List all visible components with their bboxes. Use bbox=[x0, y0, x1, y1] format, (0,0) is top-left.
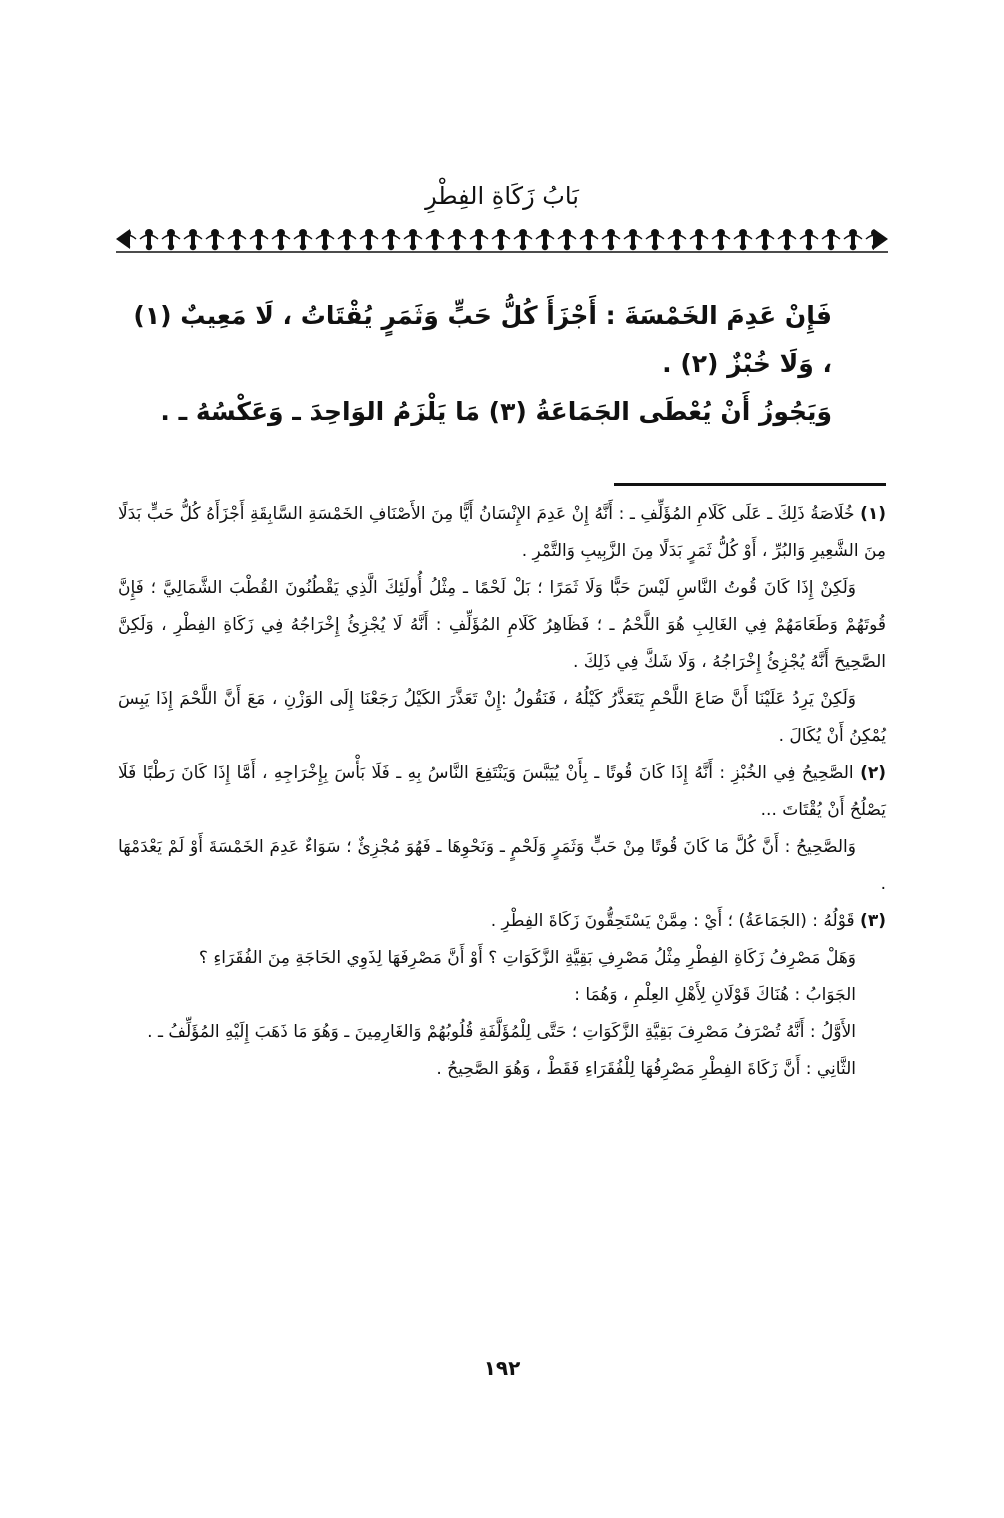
footnote-text: خُلَاصَةُ ذَلِكَ ـ عَلَى كَلَامِ المُؤَلِّفِ ـ : أَنَّهُ إِنْ عَدِمَ الإِنْسَانُ أَيًّا مِنَ الأَصْنَافِ الخَمْسَةِ السَّابِقَةِ أَجْزَأَهُ كُلُّ حَبٍّ بَدَلًا مِنَ الشَّعِيرِ وَالبُرِّ ، أَوْ كُلُّ ثَمَرٍ بَدَلًا مِنَ الزَّبِيبِ وَالتَّمْرِ . bbox=[118, 504, 886, 561]
footnote-paragraph bbox=[118, 496, 886, 570]
footnote-paragraph bbox=[118, 977, 886, 1014]
footnote-text: الجَوَابُ : هُنَاكَ قَوْلَانِ لِأَهْلِ العِلْمِ ، وَهُمَا : bbox=[574, 985, 856, 1005]
footnote-paragraph bbox=[118, 755, 886, 829]
footnote-text: الثَّانِي : أَنَّ زَكَاةَ الفِطْرِ مَصْرِفُهَا لِلْفُقَرَاءِ فَقَطْ ، وَهُوَ الصَّحِيحُ . bbox=[436, 1059, 856, 1079]
page-number: ١٩٢ bbox=[483, 1356, 521, 1380]
footnote-text: وَلَكِنْ إِذَا كَانَ قُوتُ النَّاسِ لَيْسَ حَبًّا وَلَا ثَمَرًا ؛ بَلْ لَحْمًا ـ مِثْلُ أُولَئِكَ الَّذِي يَقْطُنُونَ القُطْبَ الشَّمَالِيَّ ؛ فَإِنَّ قُوتَهُمْ وَطَعَامَهُمْ فِي الغَالِبِ هُوَ اللَّحْمُ ـ ؛ فَظَاهِرُ كَلَامِ المُؤَلِّفِ : أَنَّهُ لَا يُجْزِئُ إِخْرَاجُهُ فِي زَكَاةِ الفِطْرِ ، وَلَكِنَّ الصَّحِيحَ أَنَّهُ يُجْزِئُ إِخْرَاجُهُ ، وَلَا شَكَّ فِي ذَلِكَ . bbox=[118, 578, 886, 672]
footnote-paragraph bbox=[118, 940, 886, 977]
footnote-mark: (٣) bbox=[860, 911, 886, 931]
main-line: وَيَجُوزُ أَنْ يُعْطَى الجَمَاعَةُ (٣) مَا يَلْزَمُ الوَاحِدَ ـ وَعَكْسُهُ ـ . bbox=[160, 397, 832, 426]
footnote-text: وَالصَّحِيحُ : أَنَّ كُلَّ مَا كَانَ قُوتًا مِنْ حَبٍّ وَثَمَرٍ وَلَحْمٍ ـ وَنَحْوِهَا ـ فَهُوَ مُجْزِئٌ ؛ سَوَاءٌ عَدِمَ الخَمْسَةَ أَوْ لَمْ يَعْدَمْهَا . bbox=[118, 837, 886, 894]
footnote-separator bbox=[614, 483, 886, 486]
footnote-mark: (١) bbox=[860, 504, 887, 524]
footnotes bbox=[118, 496, 886, 1088]
main-text bbox=[120, 292, 884, 436]
footnote-text: الصَّحِيحُ فِي الخُبْزِ : أَنَّهُ إِذَا كَانَ قُوتًا ـ بِأَنْ يُيَبَّسَ وَيَنْتَفِعَ النَّاسُ بِهِ ـ فَلَا بَأْسَ بِإِخْرَاجِهِ ، أَمَّا إِذَا كَانَ رَطْبًا فَلَا يَصْلُحُ أَنْ يُقْتَاتَ ... bbox=[118, 763, 886, 820]
footnote-paragraph bbox=[118, 1051, 886, 1088]
main-line: فَإِنْ عَدِمَ الخَمْسَةَ : أَجْزَأَ كُلُّ حَبٍّ وَثَمَرٍ يُقْتَاتُ ، لَا مَعِيبٌ (١) ، وَلَا خُبْزٌ (٢) . bbox=[133, 301, 832, 378]
footnote-text: قَوْلُهُ : (الجَمَاعَةُ) ؛ أَيْ : مِمَّنْ يَسْتَحِقُّونَ زَكَاةَ الفِطْرِ . bbox=[490, 911, 855, 931]
footnote-paragraph bbox=[118, 829, 886, 903]
footnote-text: وَلَكِنْ يَرِدُ عَلَيْنَا أَنَّ صَاعَ اللَّحْمِ يَتَعَذَّرُ كَيْلُهُ ، فَنَقُولُ :إِنْ تَعَذَّرَ الكَيْلُ رَجَعْنَا إِلَى الوَزْنِ ، مَعَ أَنَّ اللَّحْمَ إِذَا يَبِسَ يُمْكِنُ أَنْ يُكَالَ . bbox=[118, 689, 886, 746]
footnote-text: وَهَلْ مَصْرِفُ زَكَاةِ الفِطْرِ مِثْلُ مَصْرِفِ بَقِيَّةِ الزَّكَوَاتِ ؟ أَوْ أَنَّ مَصْرِفَهَا لِذَوِي الحَاجَةِ مِنَ الفُقَرَاءِ ؟ bbox=[198, 948, 856, 968]
footnote-paragraph bbox=[118, 681, 886, 755]
footnote-paragraph bbox=[118, 1014, 886, 1051]
footnote-paragraph bbox=[118, 570, 886, 681]
footnote-text: الأَوَّلُ : أَنَّهُ تُصْرَفُ مَصْرِفَ بَقِيَّةِ الزَّكَوَاتِ ؛ حَتَّى لِلْمُؤَلَّفَةِ قُلُوبُهُمْ وَالغَارِمِينَ ـ وَهُوَ مَا ذَهَبَ إِلَيْهِ المُؤَلِّفُ ـ . bbox=[147, 1022, 856, 1042]
decorative-border-ornament bbox=[116, 225, 888, 253]
chapter-title: بَابُ زَكَاةِ الفِطْرِ bbox=[425, 182, 579, 210]
footnote-mark: (٢) bbox=[860, 763, 887, 783]
footnote-paragraph bbox=[118, 903, 886, 940]
